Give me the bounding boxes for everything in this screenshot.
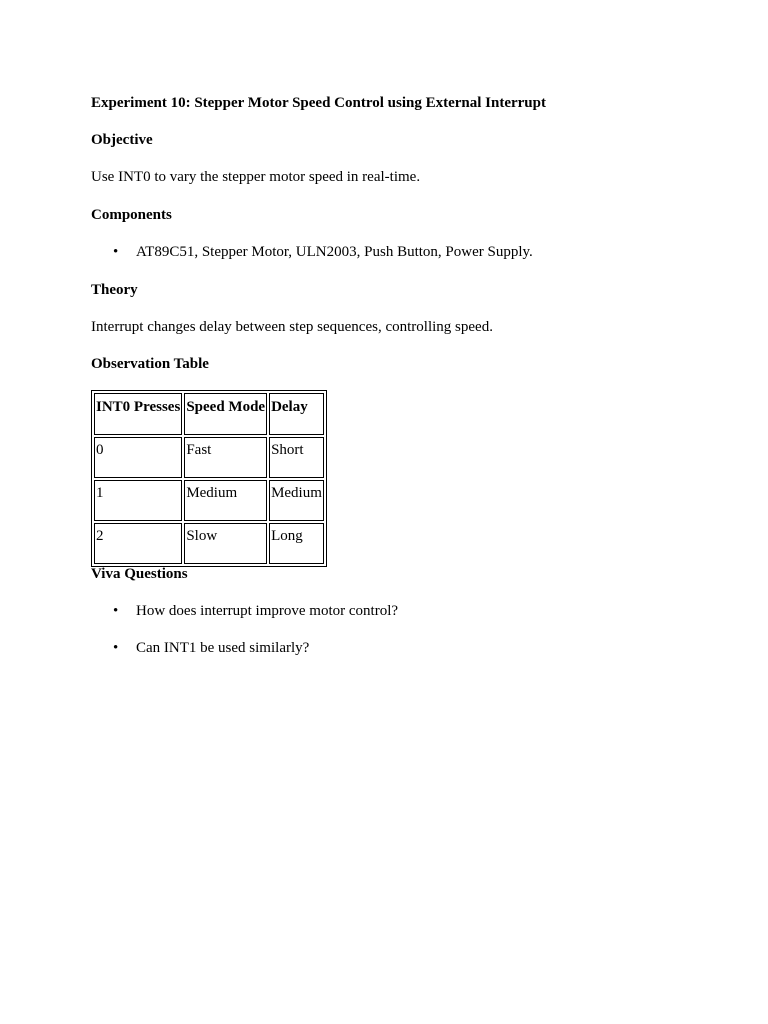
column-header: INT0 Presses — [94, 393, 182, 435]
table-cell: Medium — [184, 480, 267, 521]
components-heading: Components — [91, 207, 172, 223]
table-row — [94, 437, 324, 478]
theory-text: Interrupt changes delay between step sequences, controlling speed. — [91, 319, 493, 335]
bullet-icon: • — [113, 640, 119, 656]
bullet-icon: • — [113, 603, 119, 619]
table-cell: Medium — [269, 480, 324, 521]
column-header: Speed Mode — [184, 393, 267, 435]
document-title: Experiment 10: Stepper Motor Speed Control using External Interrupt — [91, 95, 546, 111]
observation-heading: Observation Table — [91, 356, 209, 372]
table-cell: 2 — [94, 523, 182, 564]
column-header: Delay — [269, 393, 324, 435]
table-row — [94, 523, 324, 564]
table-row — [94, 480, 324, 521]
table-header-row — [94, 393, 324, 435]
observation-table — [91, 390, 327, 567]
theory-heading: Theory — [91, 282, 138, 298]
table-cell: 0 — [94, 437, 182, 478]
objective-text: Use INT0 to vary the stepper motor speed in real-time. — [91, 169, 421, 185]
viva-question-text: Can INT1 be used similarly? — [136, 640, 310, 656]
table-cell: Short — [269, 437, 324, 478]
table-cell: Fast — [184, 437, 267, 478]
bullet-icon: • — [113, 244, 119, 260]
table-cell: Long — [269, 523, 324, 564]
table-cell: 1 — [94, 480, 182, 521]
viva-heading: Viva Questions — [91, 566, 188, 582]
components-item-text: AT89C51, Stepper Motor, ULN2003, Push Button, Power Supply. — [136, 244, 533, 260]
objective-heading: Objective — [91, 132, 153, 148]
table-cell: Slow — [184, 523, 267, 564]
viva-question-text: How does interrupt improve motor control? — [136, 603, 399, 619]
